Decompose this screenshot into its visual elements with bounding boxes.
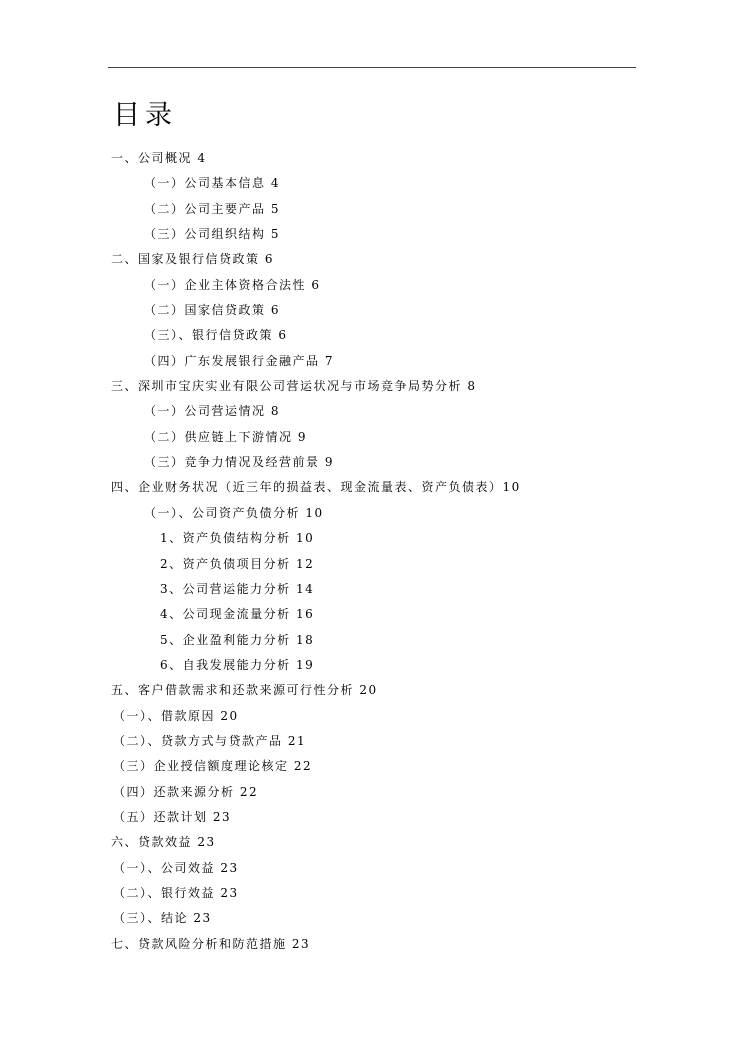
toc-entry[interactable]: （三）、银行信贷政策 6 — [144, 328, 288, 343]
toc-entry[interactable]: （三）公司组织结构 5 — [144, 227, 280, 242]
toc-entry[interactable]: （三）竞争力情况及经营前景 9 — [144, 455, 334, 470]
toc-entry[interactable]: 五、客户借款需求和还款来源可行性分析 20 — [111, 683, 378, 698]
toc-entry[interactable]: （一）、公司资产负债分析 10 — [144, 505, 324, 520]
toc-entry[interactable]: 6、自我发展能力分析 19 — [160, 657, 315, 672]
toc-entry[interactable]: （一）企业主体资格合法性 6 — [144, 277, 321, 292]
toc-entry[interactable]: 3、公司营运能力分析 14 — [160, 581, 315, 596]
toc-title: 目录 — [113, 100, 177, 131]
toc-entry[interactable]: 七、贷款风险分析和防范措施 23 — [111, 936, 311, 951]
toc-entry[interactable]: （二）公司主要产品 5 — [144, 201, 280, 216]
toc-entry[interactable]: 六、贷款效益 23 — [111, 835, 216, 850]
toc-entry[interactable]: 三、深圳市宝庆实业有限公司营运状况与市场竞争局势分析 8 — [111, 379, 477, 394]
toc-entry[interactable]: （一）、借款原因 20 — [113, 708, 239, 723]
toc-entry[interactable]: 二、国家及银行信贷政策 6 — [111, 252, 274, 267]
toc-entry[interactable]: 四、企业财务状况（近三年的损益表、现金流量表、资产负债表）10 — [111, 480, 521, 495]
toc-entry[interactable]: 2、资产负债项目分析 12 — [160, 556, 315, 571]
toc-entry[interactable]: （一）、公司效益 23 — [113, 860, 239, 875]
toc-entry[interactable]: （二）、银行效益 23 — [113, 885, 239, 900]
toc-entry[interactable]: （二）、贷款方式与贷款产品 21 — [113, 733, 307, 748]
header-rule — [108, 67, 636, 68]
toc-entry[interactable]: （四）还款来源分析 22 — [113, 784, 259, 799]
toc-entry[interactable]: 1、资产负债结构分析 10 — [160, 531, 315, 546]
toc-entry[interactable]: （五）还款计划 23 — [113, 809, 232, 824]
toc-entry[interactable]: 一、公司概况 4 — [111, 151, 207, 165]
toc-entry[interactable]: （一）公司基本信息 4 — [144, 176, 280, 191]
toc-entry[interactable]: （四）广东发展银行金融产品 7 — [144, 353, 334, 368]
toc-entry[interactable]: （一）公司营运情况 8 — [144, 404, 280, 419]
toc-entry[interactable]: （三）企业授信额度理论核定 22 — [113, 759, 313, 774]
toc-entry[interactable]: 5、企业盈利能力分析 18 — [160, 632, 315, 647]
toc-entry[interactable]: 4、公司现金流量分析 16 — [160, 607, 315, 622]
toc-entry[interactable]: （三）、结论 23 — [113, 911, 212, 926]
toc-list — [0, 146, 744, 957]
toc-entry[interactable]: （二）供应链上下游情况 9 — [144, 429, 307, 444]
toc-entry[interactable]: （二）国家信贷政策 6 — [144, 303, 280, 318]
